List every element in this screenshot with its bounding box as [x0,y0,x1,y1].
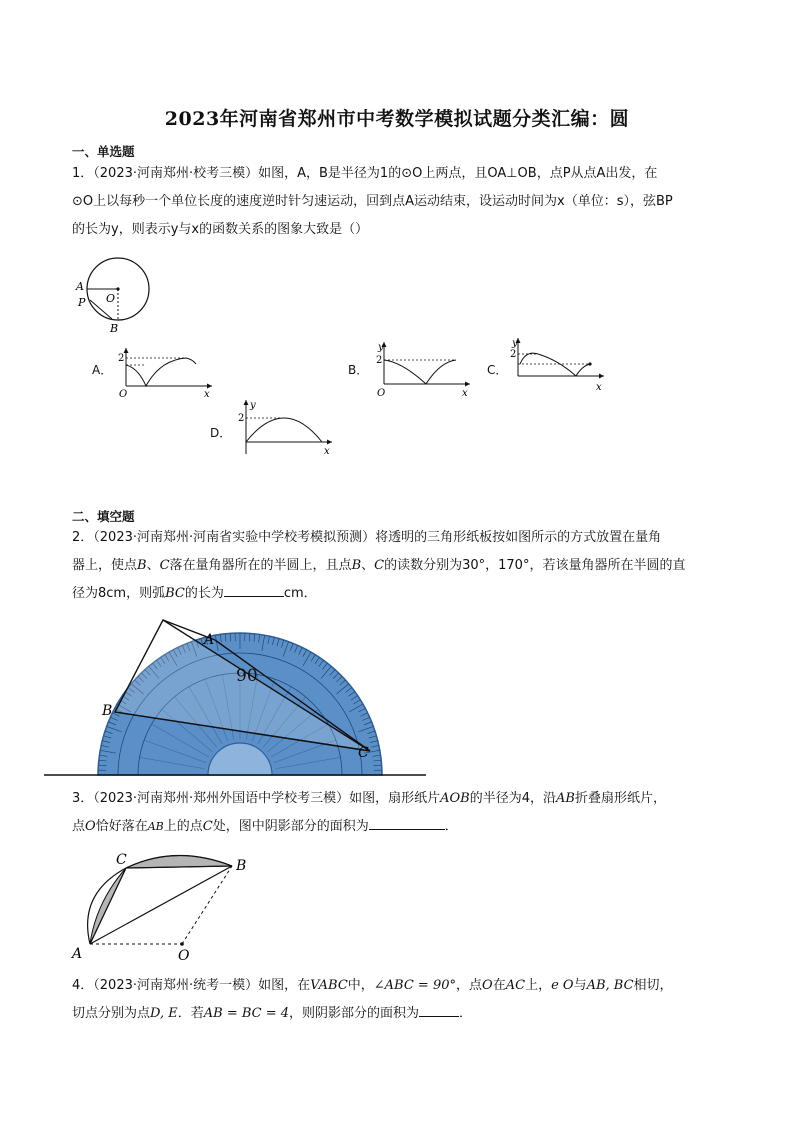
q3-var-AB: AB [556,791,575,806]
q1-label-P: P [78,296,86,309]
q2-text: 径为8cm，则弧 [72,586,166,601]
q3-var-C: C [202,819,213,834]
q4-text: 4．（2023·河南郑州·统考一模）如图，在 [72,978,311,993]
q1-option-C-graph[interactable] [508,336,608,394]
question-2 [72,524,732,608]
q3-text: 处，图中阴影部分的面积为 [212,819,369,834]
q3-text: 3．（2023·河南郑州·郑州外国语中学校考三模）如图，扇形纸片 [72,791,441,806]
section-fill-blank: 二、填空题 [72,509,135,524]
q2-line-2 [72,552,732,580]
q2-sep: 、 [361,558,375,573]
q2-answer-blank[interactable] [224,582,284,597]
q4-var-circle: e O [551,978,574,993]
q4-line-2 [72,1000,732,1028]
q2-arc-BC: BC [165,586,185,601]
q3-label-B: B [236,858,247,874]
q3-answer-blank[interactable] [369,815,445,830]
q1-A-origin: O [119,389,128,398]
q1-C-ytick: 2 [510,349,517,360]
q4-line-1 [72,972,732,1000]
q2-label-C: C [358,745,369,761]
q4-var-AC: AC [505,978,526,993]
q2-sep: 、 [146,558,160,573]
q4-text: 与 [573,978,587,993]
q4-text: 切点分别为点 [72,1006,151,1021]
q2-line-1: 2．（2023·河南郑州·河南省实验中学校考模拟预测）将透明的三角形纸板按如图所示的方式放置在量角 [72,530,662,545]
q1-label-O: O [106,292,116,305]
q4-var-O: O [482,978,493,993]
q2-protractor-figure [40,615,430,780]
q1-A-ytick: 2 [118,353,125,364]
q3-sector-figure [66,848,266,963]
q4-answer-blank[interactable] [419,1002,459,1017]
q3-line-1 [72,785,732,813]
q3-var-AOB: AOB [440,791,470,806]
q1-option-A-label[interactable]: A． [92,363,113,377]
q4-var-equation: AB = BC = 4 [203,1006,290,1021]
q2-line-3 [72,580,732,608]
q2-var-C: C [374,558,385,573]
q1-C-xaxis: x [596,382,602,393]
q4-text: ． [459,1006,473,1021]
q2-text: 器上，使点 [72,558,138,573]
q3-label-C: C [116,852,127,868]
q1-B-ytick: 2 [376,355,383,366]
q3-text: 的半径为4，沿 [469,791,557,806]
q2-center-reading: 90 [236,666,258,686]
q1-label-B: B [110,322,119,335]
q1-B-xaxis: x [462,388,468,398]
q2-var-B: B [351,558,362,573]
q3-var-O: O [85,819,96,834]
q4-var-sides: AB, BC [586,978,634,993]
q1-option-B-graph[interactable] [374,340,474,398]
q4-text: 中， [347,978,374,993]
q1-option-C-label[interactable]: C． [487,363,508,377]
q2-text: cm． [283,586,317,601]
q1-option-B-label[interactable]: B． [348,363,369,377]
q3-text: 点 [72,819,86,834]
q4-text: 上， [525,978,552,993]
q3-text: 折叠扇形纸片， [574,791,666,806]
q4-text: ，则阴影部分的面积为 [289,1006,420,1021]
q1-D-ytick: 2 [238,413,245,424]
q2-text: 的读数分别为30°，170°，若该量角器所在半圆的直 [384,558,686,573]
q1-C-yaxis: y [512,338,518,349]
q3-label-O: O [178,948,190,963]
q1-option-D-label[interactable]: D． [210,426,232,440]
q1-A-xaxis: x [204,389,210,398]
q1-option-A-graph[interactable] [116,346,216,398]
q1-line-1: 1．（2023·河南郑州·校考三模）如图，A，B是半径为1的⊙O上两点，且OA⊥OB，点P从点A出发，在 [72,166,658,181]
q1-line-3: 的长为y，则表示y与x的函数关系的图象大致是（） [72,222,369,237]
q2-var-B: B [137,558,147,573]
q1-D-xaxis: x [324,446,330,457]
q1-B-yaxis: y [378,342,384,353]
q2-text: 落在量角器所在的半圆上，且点 [169,558,352,573]
q4-text: 在 [492,978,506,993]
section-single-choice: 一、单选题 [72,144,135,159]
q4-var-DE: D, E [150,1006,178,1021]
q2-label-B: B [102,703,113,719]
q2-text: 的长为 [184,586,224,601]
q3-text: 恰好落在 [95,819,148,834]
question-3 [72,785,732,841]
q2-label-A: A [204,632,215,648]
q1-circle-figure [72,256,162,336]
q4-text: 相切， [633,978,673,993]
q1-D-yaxis: y [250,400,256,411]
q2-var-C: C [159,558,170,573]
q3-arc-AB: AB [147,820,164,833]
q3-line-2 [72,813,732,841]
q3-label-A: A [72,946,83,962]
q4-text: ．若 [177,1006,204,1021]
q4-var-triangle: VABC [310,978,348,993]
q1-B-origin: O [377,388,386,398]
question-4 [72,972,732,1028]
q4-text: ，点 [456,978,483,993]
page-title: 2023年河南省郑州市中考数学模拟试题分类汇编：圆 [164,108,630,130]
q1-label-A: A [76,280,84,293]
q4-var-angle: ∠ABC = 90° [373,978,457,993]
q1-option-D-graph[interactable] [236,398,336,458]
q3-text: 上的点 [163,819,203,834]
question-1 [72,160,732,244]
q3-text: ． [444,819,458,834]
q1-line-2: ⊙O上以每秒一个单位长度的速度逆时针匀速运动，回到点A运动结束，设运动时间为x（单位：s），弦BP [72,194,673,209]
